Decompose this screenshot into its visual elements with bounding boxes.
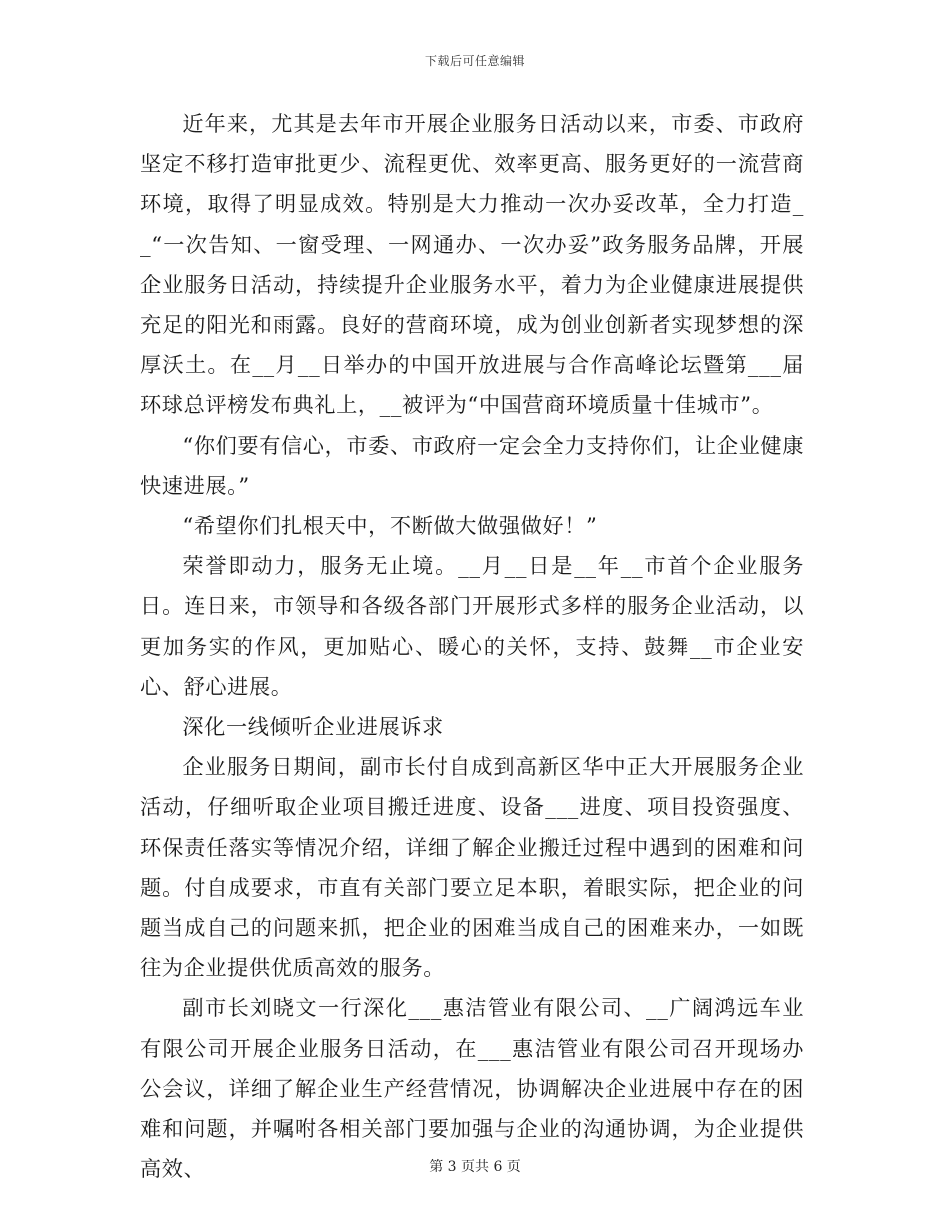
paragraph-service-day: 荣誉即动力，服务无止境。__月__日是__年__市首个企业服务日。连日来，市领导和各级各部门开展形式多样的服务企业活动，以更加务实的作风，更加贴心、暖心的关怀，支持、鼓舞__市企业安心、舒心进展。: [140, 553, 804, 699]
section-heading: 深化一线倾听企业进展诉求: [182, 714, 444, 740]
page-number: 第 3 页共 6 页: [429, 1159, 521, 1175]
page-header: 下载后可任意编辑: [424, 54, 525, 68]
paragraph-quote-confidence: “你们要有信心，市委、市政府一定会全力支持你们，让企业健康快速进展。”: [140, 432, 804, 498]
paragraph-intro: 近年来，尤其是去年市开展企业服务日活动以来，市委、市政府坚定不移打造审批更少、流程更优、效率更高、服务更好的一流营商环境，取得了明显成效。特别是大力推动一次办妥改革，全力打造__“一次告知、一窗受理、一网通办、一次办妥”政务服务品牌，开展企业服务日活动，持续提升企业服务水平，着力为企业健康进展提供充足的阳光和雨露。良好的营商环境，成为创业创新者实现梦想的深厚沃土。在__月__日举办的中国开放进展与合作高峰论坛暨第___届环球总评榜发布典礼上，__被评为“中国营商环境质量十佳城市”。: [140, 111, 804, 418]
paragraph-quote-hope: “希望你们扎根天中，不断做大做强做好！”: [182, 513, 598, 539]
paragraph-fu-zicheng: 企业服务日期间，副市长付自成到高新区华中正大开展服务企业活动，仔细听取企业项目搬迁进度、设备___进度、项目投资强度、环保责任落实等情况介绍，详细了解企业搬迁过程中遇到的困难和问题。付自成要求，市直有关部门要立足本职，着眼实际，把企业的问题当成自己的问题来抓，把企业的困难当成自己的困难来办，一如既往为企业提供优质高效的服务。: [140, 754, 804, 981]
document-body: [140, 104, 804, 1189]
paragraph-liu-xiaowen: 副市长刘晓文一行深化___惠洁管业有限公司、__广阔鸿远车业有限公司开展企业服务日活动，在___惠洁管业有限公司召开现场办公会议，详细了解企业生产经营情况，协调解决企业进展中存在的困难和问题，并嘱咐各相关部门要加强与企业的沟通协调，为企业提供高效、: [140, 995, 804, 1182]
